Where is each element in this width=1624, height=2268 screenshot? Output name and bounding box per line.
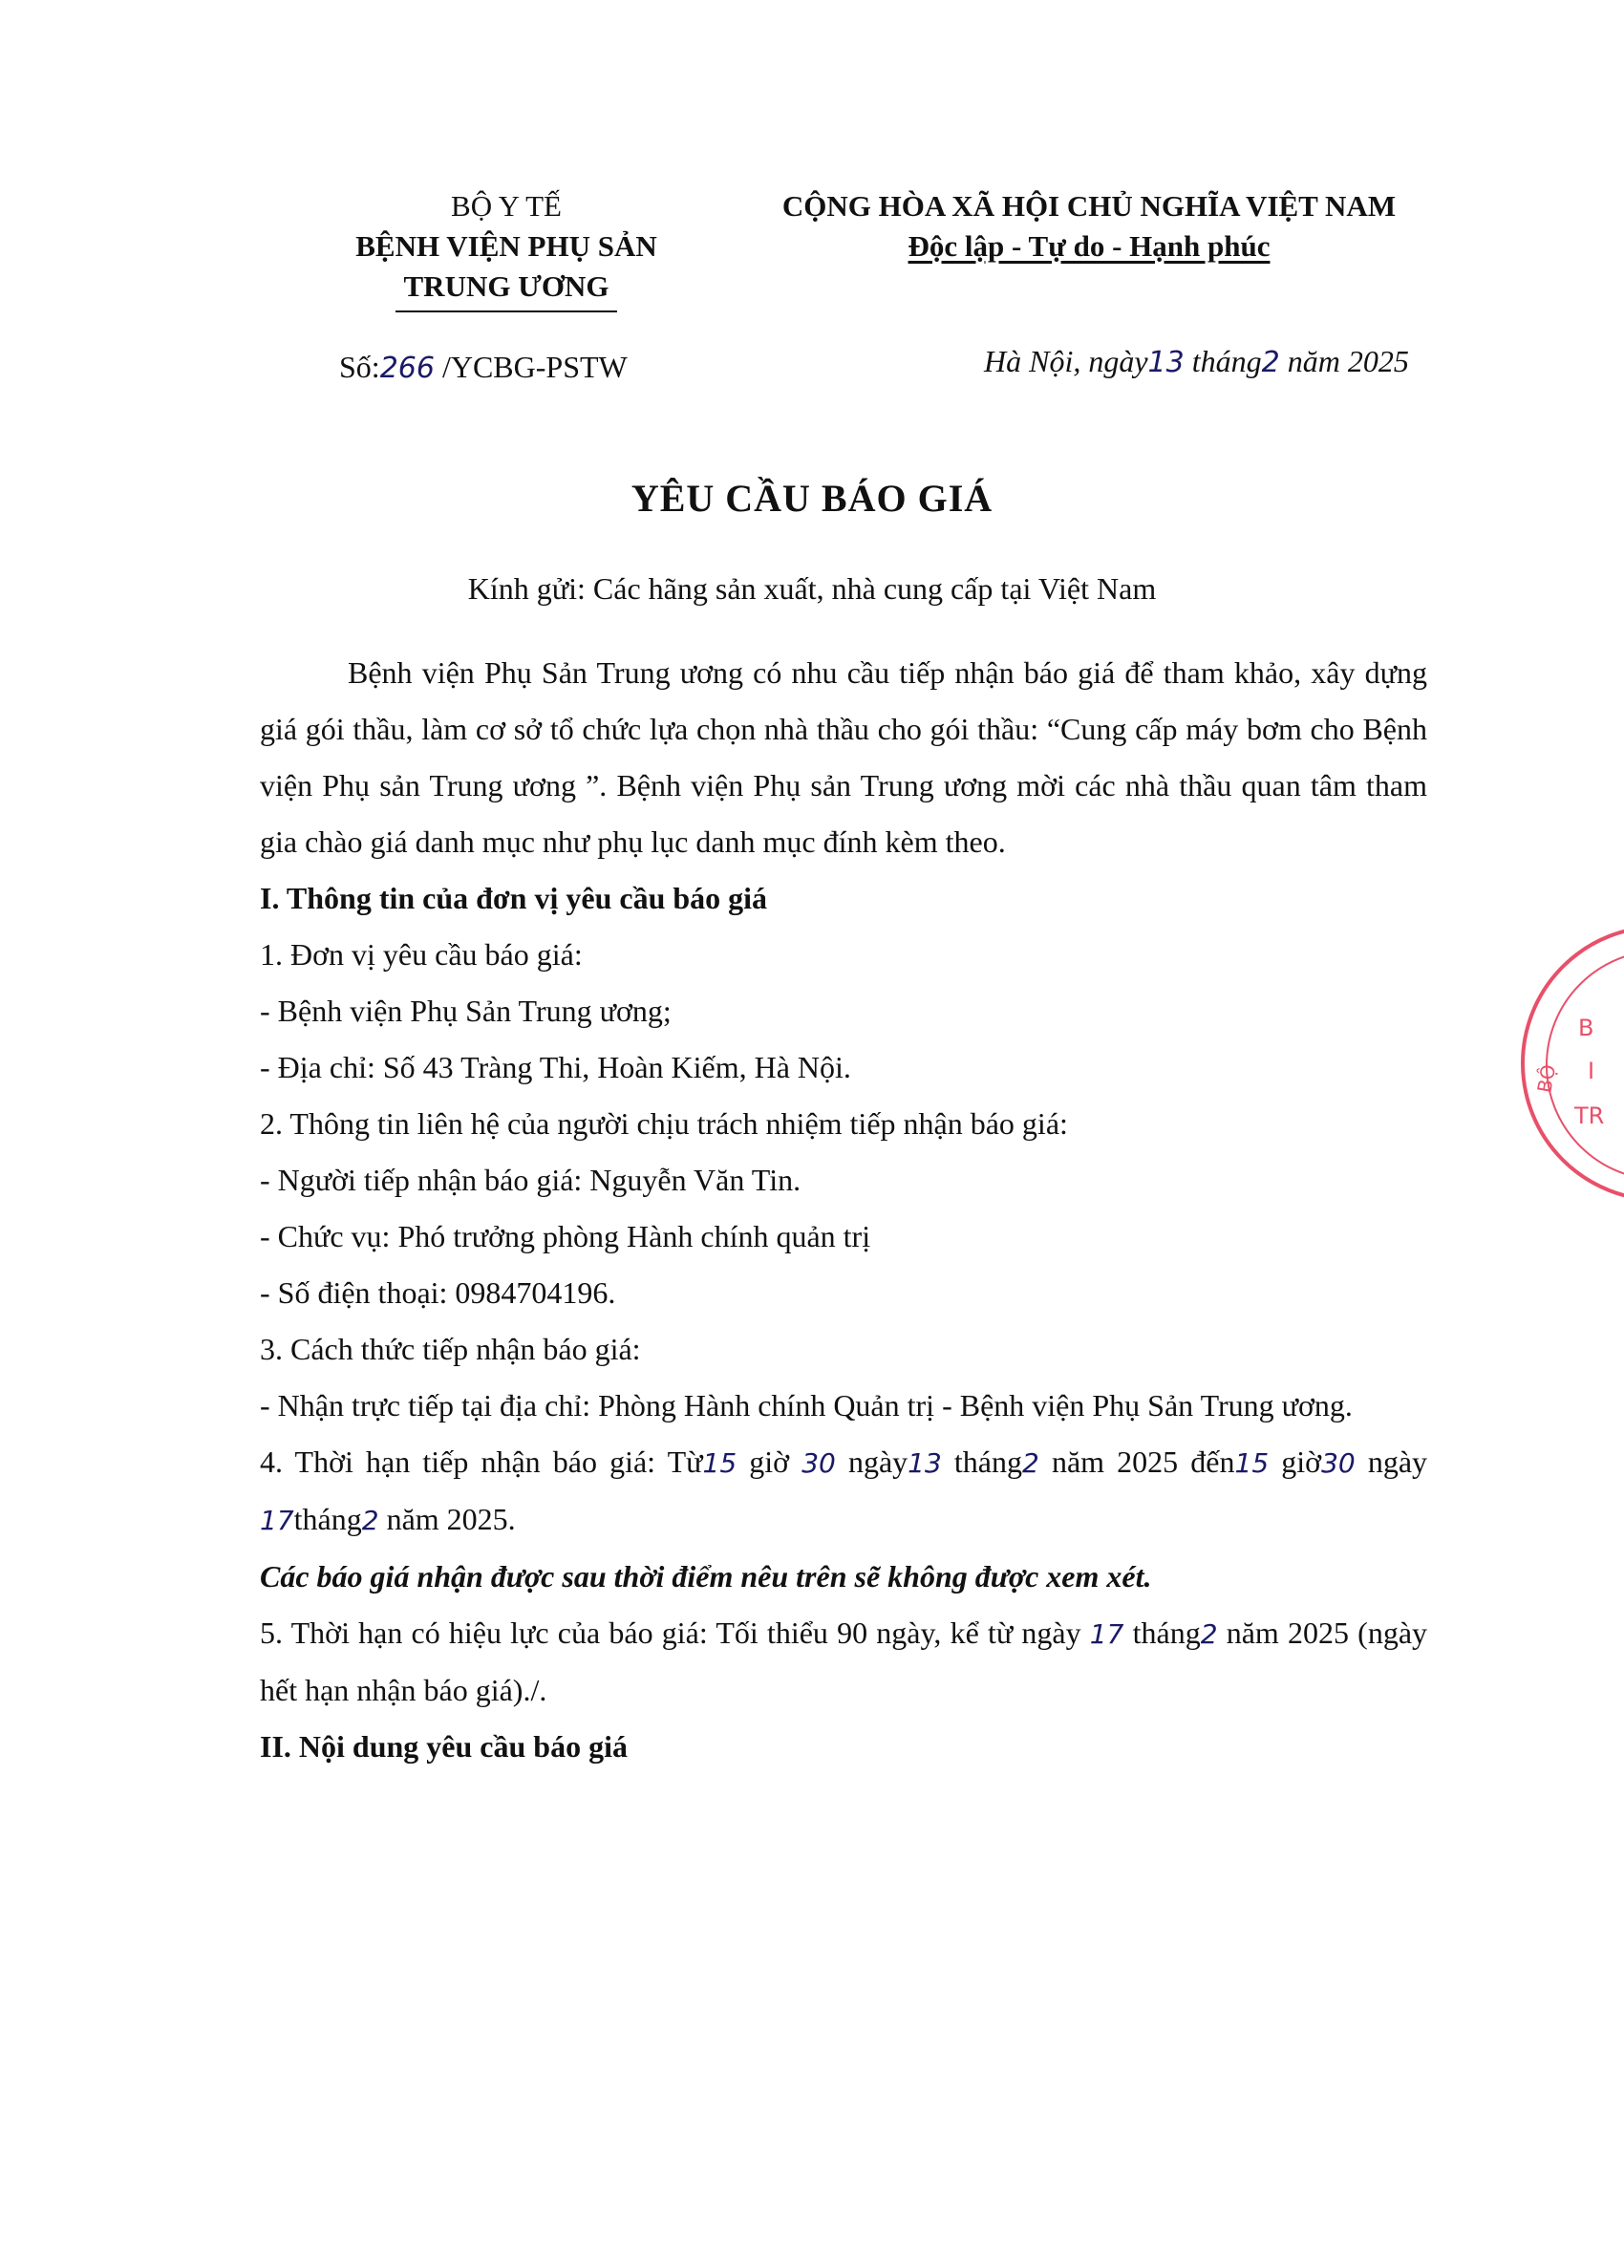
item4-text-4: tháng (941, 1444, 1023, 1479)
to-day-handwritten: 17 (260, 1505, 294, 1536)
deadline-note: Các báo giá nhận được sau thời điểm nêu trên sẽ không được xem xét. (260, 1559, 1152, 1594)
item4-text-7: ngày (1355, 1444, 1428, 1479)
section1-item3: 3. Cách thức tiếp nhận báo giá: (260, 1332, 641, 1366)
item5-text-1: 5. Thời hạn có hiệu lực của báo giá: Tối thiểu 90 ngày, kể từ ngày (260, 1615, 1090, 1650)
date-day-handwritten: 13 (1147, 346, 1185, 379)
receive-method-line: - Nhận trực tiếp tại địa chỉ: Phòng Hành chính Quản trị - Bệnh viện Phụ Sản Trung ương. (260, 1388, 1353, 1423)
item4-text-3: ngày (835, 1444, 908, 1479)
intro-paragraph: Bệnh viện Phụ Sản Trung ương có nhu cầu tiếp nhận báo giá để tham khảo, xây dựng giá gói thầu, làm cơ sở tổ chức lựa chọn nhà thầu cho gói thầu: “Cung cấp máy bơm cho Bệnh viện Phụ sản Trung ương ”. Bệnh viện Phụ sản Trung ương mời các nhà thầu quan tâm tham gia chào giá danh mục như phụ lục danh mục đính kèm theo. (260, 655, 1427, 859)
item4-text-6: giờ (1269, 1444, 1322, 1479)
official-stamp (1521, 925, 1624, 1202)
from-day-handwritten: 13 (908, 1447, 942, 1479)
stamp-letter: BỘ (1532, 1062, 1561, 1095)
item4-text-1: 4. Thời hạn tiếp nhận báo giá: Từ (260, 1444, 703, 1479)
republic-name: CỘNG HÒA XÃ HỘI CHỦ NGHĨA VIỆT NAM (781, 189, 1397, 223)
contact-person-line: - Người tiếp nhận báo giá: Nguyễn Văn Tin. (260, 1163, 801, 1197)
section1-item1: 1. Đơn vị yêu cầu báo giá: (260, 937, 583, 972)
section1-item2: 2. Thông tin liên hệ của người chịu trách nhiệm tiếp nhận báo giá: (260, 1106, 1068, 1141)
national-header (726, 186, 1452, 267)
to-minute-handwritten: 30 (1321, 1447, 1356, 1479)
date-month-label: tháng (1184, 344, 1262, 378)
phone-line: - Số điện thoại: 0984704196. (260, 1275, 616, 1310)
ref-prefix: Số: (339, 350, 380, 384)
item4-text-9: năm 2025. (378, 1502, 516, 1536)
address-line: - Địa chỉ: Số 43 Tràng Thi, Hoàn Kiếm, Hà Nội. (260, 1050, 851, 1084)
date-place: Hà Nội, ngày (984, 344, 1148, 378)
stamp-letter: TR (1574, 1102, 1605, 1129)
date-year: năm 2025 (1279, 344, 1409, 378)
stamp-inner-ring (1546, 950, 1624, 1181)
issuer-underline (395, 310, 617, 312)
validity-day-handwritten: 17 (1089, 1618, 1124, 1650)
document-title: YÊU CẦU BÁO GIÁ (630, 477, 994, 520)
unit-name-line: - Bệnh viện Phụ Sản Trung ương; (260, 994, 672, 1028)
ref-suffix: /YCBG-PSTW (434, 350, 628, 384)
to-hour-handwritten: 15 (1234, 1447, 1270, 1479)
date-month-handwritten: 2 (1261, 346, 1280, 379)
stamp-letter: I (1588, 1058, 1595, 1084)
item4-text-2: giờ (737, 1444, 802, 1479)
position-line: - Chức vụ: Phó trưởng phòng Hành chính quản trị (260, 1219, 871, 1253)
issuer-block (287, 186, 726, 312)
document-date (984, 344, 1409, 379)
item4-text-5: năm 2025 đến (1038, 1444, 1235, 1479)
section2-heading: II. Nội dung yêu cầu báo giá (260, 1729, 628, 1764)
to-month-handwritten: 2 (361, 1505, 379, 1536)
ministry-name: BỘ Y TẾ (451, 189, 562, 223)
ref-number-handwritten: 266 (379, 352, 435, 385)
item5-text-3: năm 2025 (ngày hết hạn nhận báo giá)./. (260, 1615, 1428, 1707)
from-hour-handwritten: 15 (702, 1447, 737, 1479)
stamp-letter: B (1578, 1015, 1594, 1041)
validity-month-handwritten: 2 (1200, 1618, 1218, 1650)
section1-item4 (260, 1434, 1427, 1549)
hospital-name-line1: BỆNH VIỆN PHỤ SẢN (355, 229, 657, 263)
document-body (260, 645, 1427, 1775)
item4-text-8: tháng (293, 1502, 362, 1536)
section1-heading: I. Thông tin của đơn vị yêu cầu báo giá (260, 881, 768, 915)
from-minute-handwritten: 30 (801, 1447, 836, 1479)
recipient-line: Kính gửi: Các hãng sản xuất, nhà cung cấp tại Việt Nam (467, 571, 1157, 606)
item5-text-2: tháng (1123, 1615, 1201, 1650)
document-number (339, 350, 628, 385)
national-motto: Độc lập - Tự do - Hạnh phúc (908, 229, 1271, 263)
section1-item5 (260, 1605, 1427, 1719)
hospital-name-line2: TRUNG ƯƠNG (403, 269, 609, 303)
from-month-handwritten: 2 (1022, 1447, 1039, 1479)
